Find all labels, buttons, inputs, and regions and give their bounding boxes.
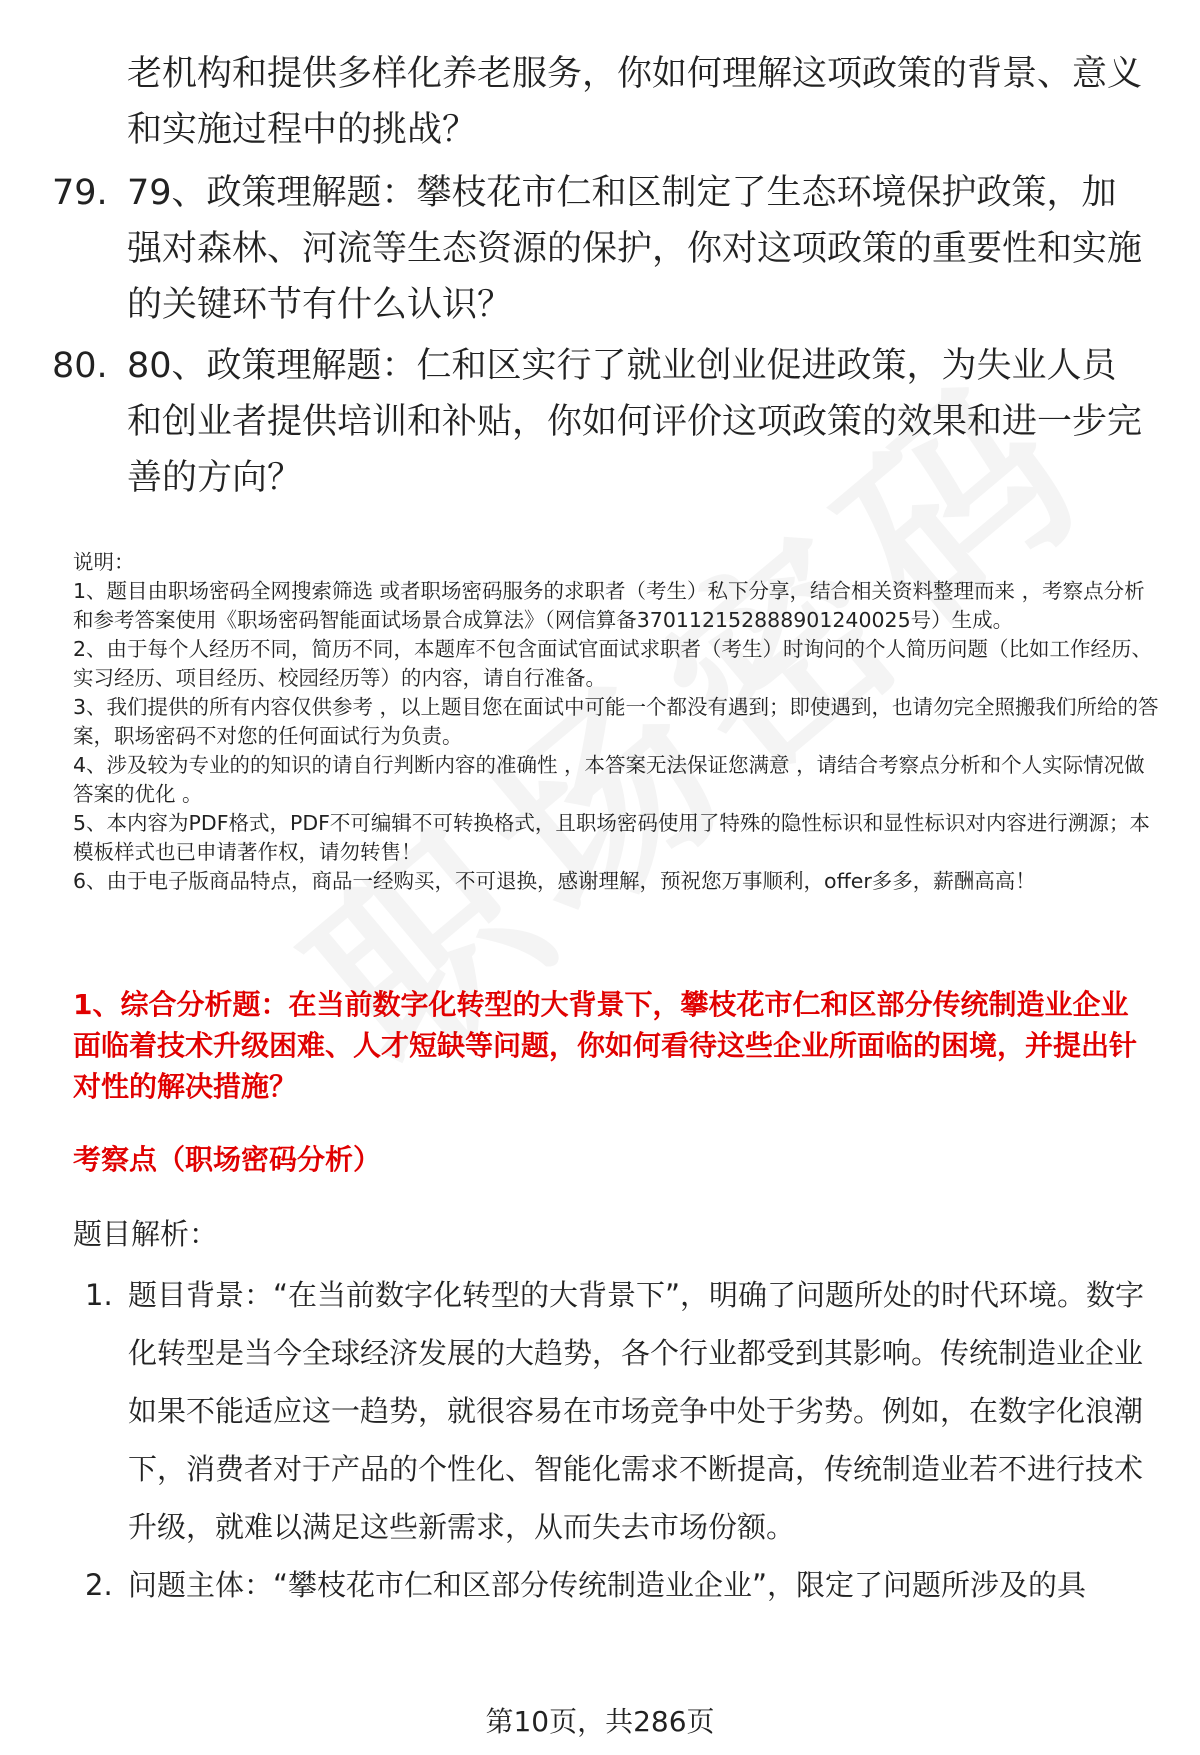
note-item: 1、题目由职场密码全网搜索筛选 或者职场密码服务的求职者（考生）私下分享，结合相关资料整理而来 ，考察点分析和参考答案使用《职场密码智能面试场景合成算法》（网信算备370112152888901240025号）生成。 [73,579,1145,632]
analysis-item-text: 问题主体：“攀枝花市仁和区部分传统制造业企业”，限定了问题所涉及的具 [128,1568,1087,1602]
analysis-item-text: 题目背景：“在当前数字化转型的大背景下”，明确了问题所处的时代环境。数字化转型是当今全球经济发展的大趋势，各个行业都受到其影响。传统制造业企业如果不能适应这一趋势，就很容易在市场竞争中处于劣势。例如，在数字化浪潮下，消费者对于产品的个性化、智能化需求不断提高，传统制造业若不进行技术升级，就难以满足这些新需求，从而失去市场份额。 [128,1278,1145,1544]
analysis-item-number: 1. [85,1278,113,1312]
page-footer: 第10页，共286页 [485,1705,715,1738]
note-item: 4、涉及较为专业的的知识的请自行判断内容的准确性 ，本答案无法保证您满意 ，请结合考察点分析和个人实际情况做答案的优化 。 [73,753,1145,806]
question-text: 老机构和提供多样化养老服务，你如何理解这项政策的背景、意义和实施过程中的挑战？ [127,54,1143,150]
question-text: 79、政策理解题：攀枝花市仁和区制定了生态环境保护政策，加强对森林、河流等生态资源的保护，你对这项政策的重要性和实施的关键环节有什么认识？ [127,173,1143,325]
question-text: 80、政策理解题：仁和区实行了就业创业促进政策，为失业人员和创业者提供培训和补贴，你如何评价这项政策的效果和进一步完善的方向？ [127,346,1143,498]
note-item: 2、由于每个人经历不同，简历不同，本题库不包含面试官面试求职者（考生）时询问的个人简历问题（比如工作经历、实习经历、项目经历、校园经历等）的内容，请自行准备。 [73,637,1153,690]
note-item: 3、我们提供的所有内容仅供参考 ，以上题目您在面试中可能一个都没有遇到；即使遇到，也请勿完全照搬我们所给的答案，职场密码不对您的任何面试行为负责。 [73,695,1159,748]
question-number: 79. [52,173,108,213]
kaochadian-heading: 考察点（职场密码分析） [73,1143,382,1176]
analysis-heading: 题目解析： [73,1217,219,1251]
note-item: 5、本内容为PDF格式，PDF不可编辑不可转换格式，且职场密码使用了特殊的隐性标识和显性标识对内容进行溯源；本模板样式也已申请著作权，请勿转售！ [73,811,1150,864]
note-item: 6、由于电子版商品特点，商品一经购买，不可退换，感谢理解，预祝您万事顺利，offer多多，薪酬高高！ [73,869,1036,893]
notes-section [73,548,1163,896]
question-number: 80. [52,346,108,386]
notes-title: 说明： [73,550,135,574]
main-question: 1、综合分析题：在当前数字化转型的大背景下，攀枝花市仁和区部分传统制造业企业面临着技术升级困难、人才短缺等问题，你如何看待这些企业所面临的困境，并提出针对性的解决措施？ [73,988,1138,1103]
analysis-item-number: 2. [85,1568,113,1602]
